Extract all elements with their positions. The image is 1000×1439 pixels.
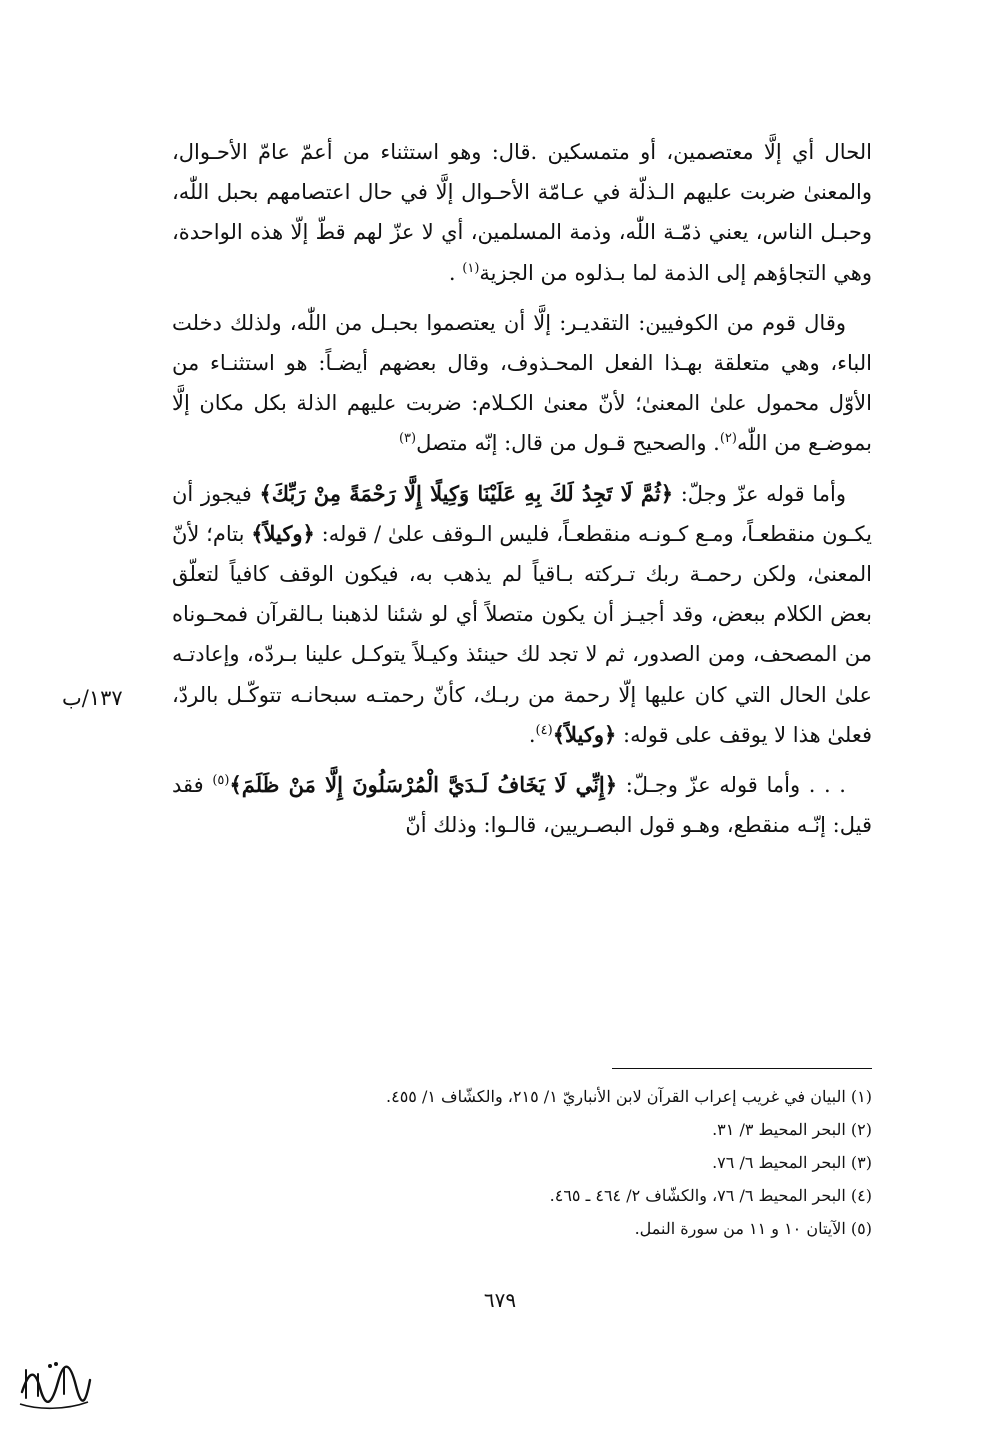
- footnote-mark-5: (٥): [212, 773, 230, 789]
- footnote-separator: [612, 1068, 872, 1069]
- paragraph-3-intro: وأما قوله عزّ وجلّ:: [680, 481, 846, 506]
- footnote-5: (٥) الآيتان ١٠ و ١١ من سورة النمل.: [634, 1219, 872, 1238]
- paragraph-4-intro: . . . وأما قوله عزّ وجـلّ:: [625, 773, 846, 798]
- footnote-mark-4: (٤): [535, 722, 553, 738]
- paragraph-2-tail: والصحيح قـول من قال: إنّه متصل: [416, 431, 707, 456]
- paragraph-3: وأما قوله عزّ وجلّ: ﴿ثُمَّ لَا تَجِدُ لَكَ بِهِ عَلَيْنَا وَكِيلًا إِلَّا رَحْمَةً مِنْ رَبِّكَ﴾ فيجوز أن يكـون منقطعـاً، ومـع كـونـه منقطعـاً، فليس الـوقف علىٰ / قوله: ﴿وكيلاً﴾ بتام؛ لأنّ المعنىٰ، ولكن رحمـة ربك تـركته بـاقياً لم يذهب به، فيكون الوقف كافياً لتعلّق بعض الكلام ببعض، وقد أجيـز أن يكون متصلاً أي لو شئنا لذهبنا بـالقرآن فمحـوناه من المصحف، ومن الصدور، ثم لا تجد لك حينئذ وكيـلاً يتوكـل علينا بـردّه، وإعادتـه علىٰ الحال التي كان عليها إلّا رحمة من ربـك، كأنّ رحمتـه سبحانـه تتوكّـل بالردّ، فعلىٰ هذا لا يوقف على قوله: ﴿وكيلاً﴾$^{(٤)}$.: [172, 480, 872, 747]
- paragraph-4-text: فقد قيل: إنّـه منقطع، وهـو قول البصـريين، قالـوا: وذلك أنّ: [172, 773, 872, 838]
- quran-verse-2: ﴿إِنِّي لَا يَخَافُ لَـدَيَّ الْمُرْسَلُونَ إِلَّا مَنْ ظَلَمَ﴾: [229, 772, 618, 798]
- publisher-logo-icon: [14, 1352, 94, 1416]
- paragraph-2: وقال قوم من الكوفيين: التقديـر: إلَّا أن يعتصموا بحبـل من اللّٰه، ولذلك دخلت الباء، وهي متعلقة بهـذا الفعل المحـذوف، وقال بعضهم أيضـاً: هو استثنـاء من الأوّل محمول علىٰ المعنىٰ؛ لأنّ معنىٰ الكـلام: ضربت عليهم الذلة بكل مكان إلَّا بموضـع من اللّٰه$^{(٢)}$. والصحيح قـول من قال: إنّه متصل$^{(٣)}$: [172, 310, 872, 456]
- manuscript-folio-note: ١٣٧/ب: [62, 686, 123, 710]
- footnote-2: (٢) البحر المحيط ٣/ ٣١.: [712, 1120, 872, 1139]
- paragraph-3-text-1: فيجوز أن يكـون منقطعـاً، ومـع كـونـه منقطعـاً، فليس الـوقف علىٰ / قوله:: [172, 481, 872, 546]
- quran-verse-1: ﴿ثُمَّ لَا تَجِدُ لَكَ بِهِ عَلَيْنَا وَكِيلًا إِلَّا رَحْمَةً مِنْ رَبِّكَ﴾: [259, 480, 674, 506]
- footnote-mark-3: (٣): [398, 431, 417, 447]
- footnote-mark-1: (١): [462, 260, 480, 276]
- paragraph-2-text: وقال قوم من الكوفيين: التقديـر: إلَّا أن يعتصموا بحبـل من اللّٰه، ولذلك دخلت الباء، وهي متعلقة بهـذا الفعل المحـذوف، وقال بعضهم أيضـاً: هو استثنـاء من الأوّل محمول علىٰ المعنىٰ؛ لأنّ معنىٰ الكـلام: ضربت عليهم الذلة بكل مكان إلَّا بموضـع من اللّٰه: [172, 310, 872, 456]
- footnote-3: (٣) البحر المحيط ٦/ ٧٦.: [712, 1153, 872, 1172]
- body-text: [172, 132, 872, 845]
- footnote-4: (٤) البحر المحيط ٦/ ٧٦، والكشّاف ٢/ ٤٦٤ ـ ٤٦٥.: [549, 1186, 872, 1205]
- footnote-1: (١) البيان في غريب إعراب القرآن لابن الأنباريّ ١/ ٢١٥، والكشّاف ١/ ٤٥٥.: [386, 1087, 872, 1106]
- paragraph-1: الحال أي إلَّا معتصمين، أو متمسكين .قال: وهو استثناء من أعمّ عامّ الأحـوال، والمعنىٰ ضربت عليهم الـذلّة في عـامّة الأحـوال إلَّا في حال اعتصامهم بحبل اللّٰه، وحبـل الناس، يعني ذمّـة اللّٰه، وذمة المسلمين، أي لا عزّ لهم قطّ إلّا هذه الواحدة، وهي التجاؤهم إلى الذمة لما بـذلوه من الجزية$^{(١)}$ .: [172, 140, 872, 285]
- quran-word-wakila-2: ﴿وكيلاً﴾: [552, 721, 617, 747]
- paragraph-3-text-2: بتام؛ لأنّ المعنىٰ، ولكن رحمـة ربك تـركته بـاقياً لم يذهب به، فيكون الوقف كافياً لتعلّق بعض الكلام ببعض، وقد أجيـز أن يكون متصلاً أي لو شئنا لذهبنا بـالقرآن فمحـوناه من المصحف، ومن الصدور، ثم لا تجد لك حينئذ وكيـلاً يتوكـل علينا بـردّه، وإعادتـه علىٰ الحال التي كان عليها إلّا رحمة من ربـك، كأنّ رحمتـه سبحانـه تتوكّـل بالردّ، فعلىٰ هذا لا يوقف على قوله:: [172, 521, 872, 747]
- page-number: ٦٧٩: [483, 1288, 517, 1312]
- paragraph-1-text: الحال أي إلَّا معتصمين، أو متمسكين .قال: وهو استثناء من أعمّ عامّ الأحـوال، والمعنىٰ ضربت عليهم الـذلّة في عـامّة الأحـوال إلَّا في حال اعتصامهم بحبل اللّٰه، وحبـل الناس، يعني ذمّـة اللّٰه، وذمة المسلمين، أي لا عزّ لهم قطّ إلّا هذه الواحدة، وهي التجاؤهم إلى الذمة لما بـذلوه من الجزية: [172, 140, 872, 285]
- paragraph-4: [172, 765, 872, 845]
- footnotes: [172, 1080, 872, 1245]
- footnote-mark-2: (٢): [719, 431, 737, 447]
- quran-word-wakila-1: ﴿وكيلاً﴾: [251, 520, 315, 546]
